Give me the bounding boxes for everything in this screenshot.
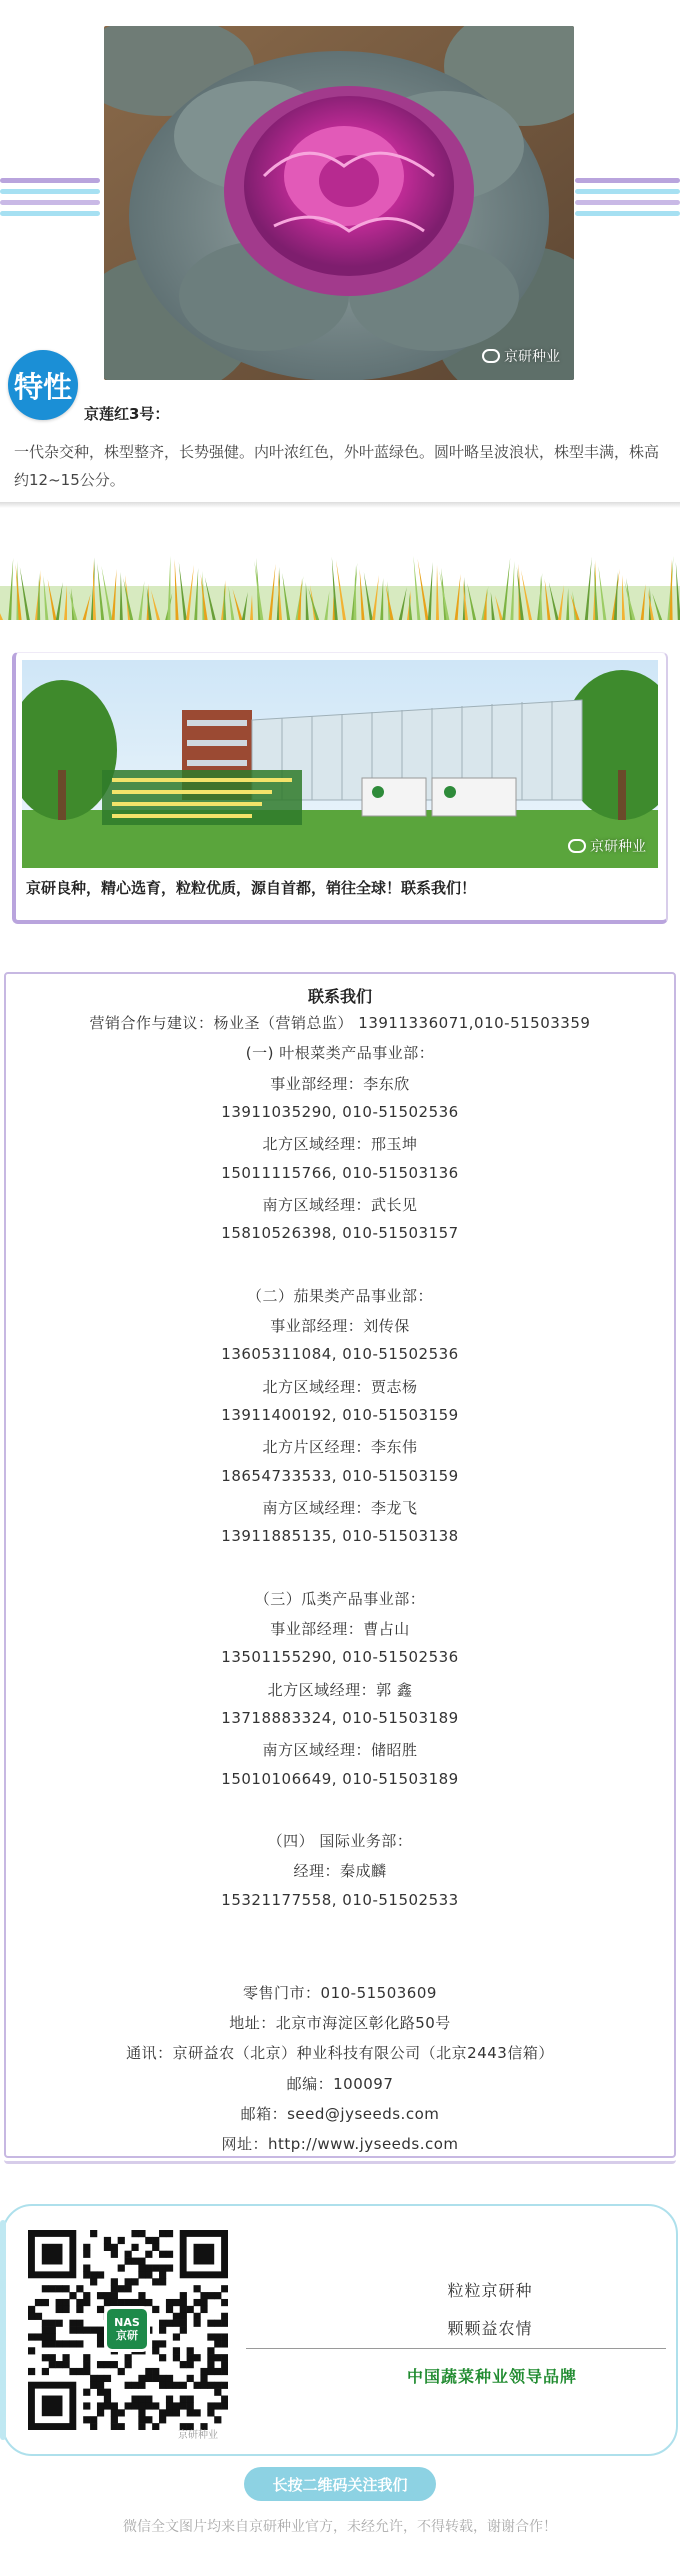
contact-line: 南方区域经理：李龙飞 [262,1498,418,1517]
contact-line: （三）瓜类产品事业部： [254,1589,426,1608]
grass-divider-decoration [0,550,680,620]
contact-line: （四） 国际业务部： [267,1832,413,1851]
section-divider-shadow [0,502,680,508]
contact-line: 经理：秦成麟 [293,1862,387,1881]
contact-line: 13911035290, 010-51502536 [221,1102,459,1121]
footer-slogan-line-1: 粒粒京研种 [447,2281,533,2300]
contact-line: 地址：北京市海淀区彰化路50号 [229,2013,451,2032]
banner-watermark: 京研种业 [568,836,646,856]
contact-line: 13911885135, 010-51503138 [221,1527,459,1546]
footer-slogan-line-2: 颗颗益农情 [447,2319,533,2338]
contact-line: 15010106649, 010-51503189 [221,1769,459,1788]
brand-slogan: 京研良种，精心选育，粒粒优质，源自首都，销往全球！联系我们！ [26,879,477,897]
contact-line: 北方区域经理：郭 鑫 [267,1680,413,1699]
copyright-notice: 微信全文图片均来自京研种业官方，未经允许，不得转载，谢谢合作！ [123,2519,557,2535]
footer-accent-bar [0,2220,6,2440]
contact-line: 北方区域经理：贾志杨 [262,1377,418,1396]
contact-line: 南方区域经理：储昭胜 [262,1741,418,1760]
qr-center-logo: NAS 京研 [104,2306,150,2352]
contact-line: 邮编：100097 [286,2074,394,2093]
follow-qr-button[interactable]: 长按二维码关注我们 [244,2467,436,2501]
contact-line: 网址：http://www.jyseeds.com [221,2135,459,2154]
feature-badge: 特性 [8,350,78,420]
contact-line: 北方区域经理：邢玉坤 [262,1135,418,1154]
contact-line: 15321177558, 010-51502533 [221,1890,459,1909]
footer-brand-tagline: 中国蔬菜种业领导品牌 [406,2367,577,2386]
decorative-stripes-left [0,178,100,222]
wechat-icon [568,839,586,853]
company-campus-photo [22,660,658,868]
contact-line: 事业部经理：曹占山 [270,1620,410,1638]
product-photo-ornamental-kale [104,26,574,380]
contact-title: 联系我们 [307,987,372,1006]
decorative-stripes-right [575,178,680,222]
contact-line: 南方区域经理：武长见 [262,1195,418,1214]
qr-watermark: 京研种业 [178,2430,218,2441]
contact-line: 事业部经理：刘传保 [270,1317,410,1335]
contact-line: 通讯：京研益农（北京）种业科技有限公司（北京2443信箱） [126,2044,554,2063]
contact-line: （二）茄果类产品事业部： [246,1286,433,1305]
photo-watermark: 京研种业 [482,346,560,366]
variety-description: 一代杂交种，株型整齐，长势强健。内叶浓红色，外叶蓝绿色。圆叶略呈波浪状，株型丰满，株高约12~15公分。 [14,443,660,489]
contact-line: 13718883324, 010-51503189 [221,1708,459,1727]
contact-line: 事业部经理：李东欣 [270,1074,410,1093]
contact-line: 13911400192, 010-51503159 [221,1405,459,1424]
contact-line: 13501155290, 010-51502536 [221,1648,459,1667]
contact-line: 营销合作与建议：杨业圣（营销总监） 13911336071,010-51503359 [89,1014,591,1032]
contact-line: 13605311084, 010-51502536 [221,1345,459,1364]
contact-line: 北方片区经理：李东伟 [262,1438,418,1457]
wechat-icon [482,349,500,363]
footer-divider [246,2348,666,2349]
contact-line: 18654733533, 010-51503159 [221,1466,459,1485]
variety-name: 京莲红3号： [84,405,170,423]
contact-line: (一) 叶根菜类产品事业部： [245,1044,435,1063]
contact-line: 15011115766, 010-51503136 [221,1163,459,1182]
contact-line: 15810526398, 010-51503157 [221,1224,459,1243]
contact-line: 邮箱：seed@jyseeds.com [240,2104,440,2123]
contact-line: 零售门市：010-51503609 [243,1983,437,2002]
